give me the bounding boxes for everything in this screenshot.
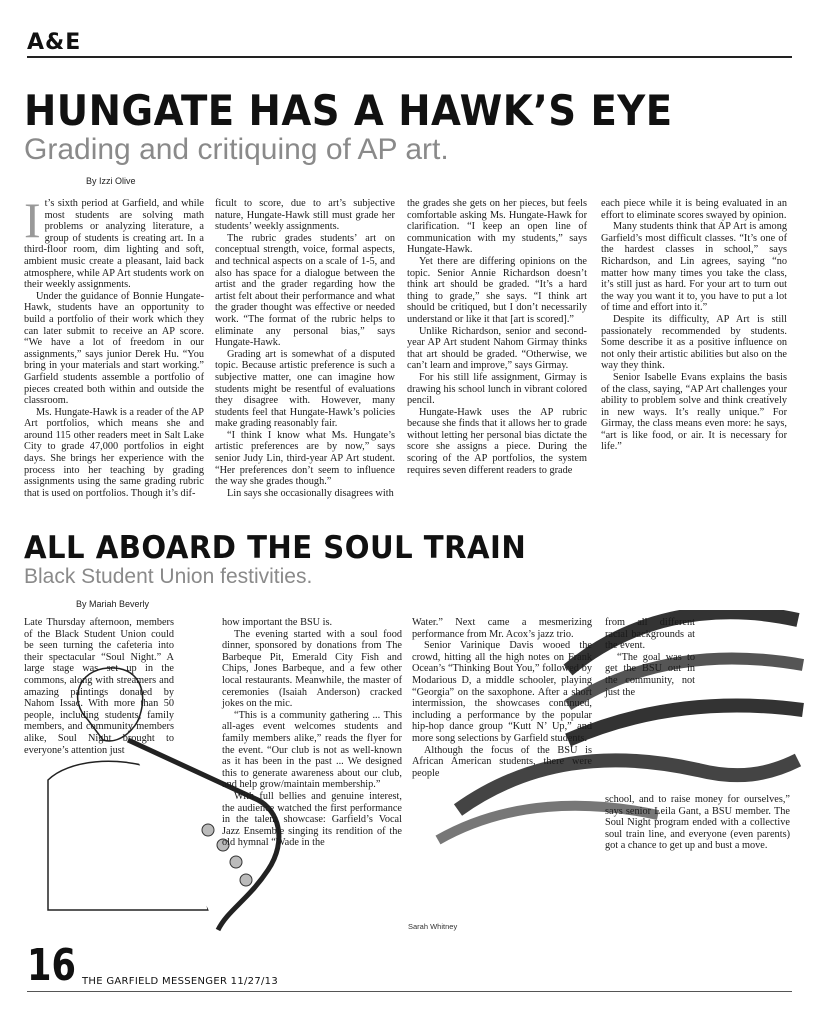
story1-column-1	[24, 192, 204, 499]
paragraph: Senior Isabelle Evans explains the basis of the class, saying, “AP Art challenges your ability to problem solve and think creatively in new ways. It’s really unique.” For Girmay, the class means even more: he says, “art is like food, or air. It is necessary for life.”	[601, 371, 787, 453]
story2-byline: By Mariah Beverly	[76, 599, 150, 609]
photo-credit: Sarah Whitney	[408, 922, 458, 931]
paragraph: Senior Varinique Davis wooed the crowd, hitting all the high notes on Frank Ocean’s “Thinking Bout You,” followed by Modarious D, a middle schooler, playing “Georgia” on the saxophone. After a short intermission, the showcases continued, including a performance by the popular hip-hop dance group “Kutt N’ Up,” and more song selections by Garfield students.	[412, 640, 592, 744]
story2-column-3	[412, 617, 592, 779]
page-number: 16	[27, 940, 76, 991]
paragraph: Under the guidance of Bonnie Hungate-Hawk, students have an opportunity to build a portfolio of their work which they can later submit to receive an AP score. “We have a lot of freedom in our assignments,” says junior Derek Hu. “You bring in your materials and start working.” Garfield students assemble a portfolio of pieces created both within and outside the classroom.	[24, 290, 204, 407]
paragraph: The evening started with a soul food dinner, sponsored by donations from The Barbeque Pit, Emerald City Fish and Chips, Jones Barbeque, and a few other local restaurants. Meanwhile, the master of ceremonies (Isaiah Anderson) cracked jokes on the mic.	[222, 628, 402, 710]
paragraph: Although the focus of the BSU is African American students, there were people	[412, 744, 592, 779]
paragraph: Despite its difficulty, AP Art is still passionately recommended by students. Some describe it as a positive influence on not only their artistic abilities but also on the way they think.	[601, 313, 787, 372]
story2-column-4b	[605, 794, 790, 852]
paragraph: school, and to raise money for ourselves,” says senior Leila Gant, a BSU member. The Soul Night program ended with a collective soul train line, and everyone (even parents) got a chance to get up and bust a move.	[605, 794, 790, 852]
paragraph: Water.” Next came a mesmerizing performance from Mr. Acox’s jazz trio.	[412, 617, 592, 640]
paragraph: the grades she gets on her pieces, but feels comfortable asking Ms. Hungate-Hawk for clarification. “I keep an open line of communication with my students,” says Hungate-Hawk.	[407, 198, 587, 256]
dropcap: I	[24, 192, 41, 248]
paragraph: Late Thursday afternoon, members of the Black Student Union could be seen turning the cafeteria into their spectacular “Soul Night.” A large stage was set up in the commons, along with streamers and amazing paintings donated by Nahom Issac. With more than 50 people, including students, family members, and community members alike, Soul Night brought to everyone’s attention just	[24, 617, 174, 756]
paragraph: ficult to score, due to art’s subjective nature, Hungate-Hawk still must grade her students’ weekly assignments.	[215, 198, 395, 233]
footer-publication: THE GARFIELD MESSENGER 11/27/13	[82, 976, 278, 987]
story1-deck: Grading and critiquing of AP art.	[24, 133, 449, 166]
paragraph: Grading art is somewhat of a disputed topic. Because artistic preference is such a subjective matter, one can imagine how students might be resentful of evaluations they disagree with. However, many students feel that Hungate-Hawk’s policies make grading reasonably fair.	[215, 348, 395, 430]
paragraph: Lin says she occasionally disagrees with	[227, 487, 394, 499]
story1-column-3	[407, 198, 587, 476]
bottom-rule	[27, 991, 792, 992]
paragraph: Hungate-Hawk uses the AP rubric because she finds that it allows her to grade without letting her personal bias dictate the score she assigns a piece. During the scoring of the AP portfolios, the system requires seven different readers to grade	[407, 406, 587, 476]
section-tag: A&E	[27, 30, 82, 55]
paragraph: t’s sixth period at Garfield, and while most students are solving math problems or analyzing literature, a group of students is creating art. In a third-floor room, dim lighting and soft, ambient music create a pleasant, laid back atmosphere, while AP Art students work on their weekly assignments.	[24, 198, 204, 291]
story1-column-4	[601, 198, 787, 453]
paragraph: “This is a community gathering ... This all-ages event welcomes students and family members alike,” reads the flyer for the event. “Our club is not as well-known as it has been in the past ... We designed this to generate awareness about our club, and help grow/maintain membership.”	[222, 709, 402, 791]
paragraph: Yet there are differing opinions on the topic. Senior Annie Richardson doesn’t think art should be graded. “It’s a hard thing to grade,” she says. “I think art should be critiqued, but I don’t necessarily understand or like it that [art is scored].”	[407, 255, 587, 325]
paragraph: For his still life assignment, Girmay is drawing his school lunch in vibrant colored pencil.	[407, 371, 587, 407]
paragraph: Unlike Richardson, senior and second-year AP Art student Nahom Girmay thinks that art should be graded. “Otherwise, we can’t learn and improve,” says Girmay.	[407, 325, 587, 372]
paragraph: With full bellies and genuine interest, the audience watched the first performance in the talent showcase: Garfield’s Vocal Jazz Ensemble singing its rendition of the old hymnal “Wade in the	[222, 790, 402, 849]
story2-column-2	[222, 617, 402, 849]
paragraph: from all different racial backgrounds at the event.	[605, 617, 695, 652]
paragraph: how important the BSU is.	[222, 617, 333, 628]
story2-column-1	[24, 617, 174, 756]
story2-headline: ALL ABOARD THE SOUL TRAIN	[24, 530, 527, 566]
story2-deck: Black Student Union festivities.	[24, 565, 313, 588]
story1-headline: HUNGATE HAS A HAWK’S EYE	[24, 86, 673, 135]
paragraph: Ms. Hungate-Hawk is a reader of the AP Art portfolios, which means she and around 115 other readers meet in Salt Lake City to grade 47,000 portfolios in eight days. She brings her experience with the process into her teaching by grading assignments using the same grading rubric that is used on portfolios. Though it’s dif-	[24, 406, 204, 499]
story2-column-4a	[605, 617, 695, 698]
paragraph: each piece while it is being evaluated in an effort to eliminate scores swayed by opinion.	[601, 198, 787, 221]
top-rule	[27, 56, 792, 58]
story1-column-2	[215, 198, 395, 499]
paragraph: “The goal was to get the BSU out in the community, not just the	[605, 651, 695, 698]
paragraph: The rubric grades students’ art on conceptual strength, voice, formal aspects, and technical aspects on a scale of 1-5, and also has space for a dialogue between the artist and the grader regarding how the artist felt about their performance and what the grader thought was effective or needed work. “The format of the rubric helps to eliminate any personal bias,” says Hungate-Hawk.	[215, 232, 395, 349]
paragraph: “I think I know what Ms. Hungate’s artistic preferences are by now,” says senior Judy Lin, third-year AP Art student. “Her preferences don’t seem to influence the way she grades though.”	[215, 429, 395, 488]
paragraph: Many students think that AP Art is among Garfield’s most difficult classes. “It’s one of the hardest classes in school,” says Richardson, and Lin agrees, saying “no matter how many times you take the class, it’s still just as hard. For your art to turn out the way you want it to, you have to put a lot of time and effort into it.”	[601, 221, 787, 314]
story1-byline: By Izzi Olive	[86, 176, 136, 186]
